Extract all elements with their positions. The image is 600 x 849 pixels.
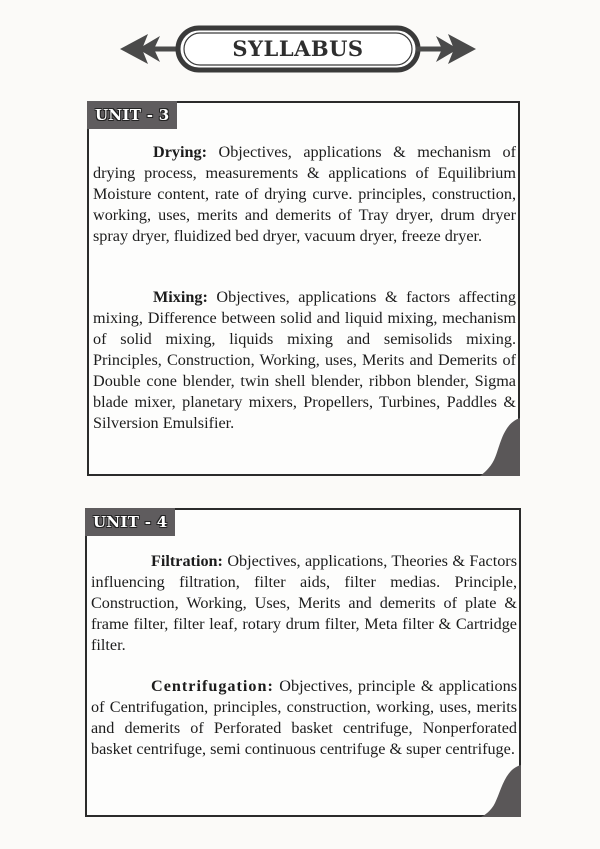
topic-text: Objectives, applications & mechanism of drying process, measurements & applications of Equilibrium Moisture content, rate of drying curve. principles, construction, working, uses, merits and demerits of Tray dryer, drum dryer spray dryer, fluidized bed dryer, vacuum dryer, freeze dryer. — [93, 143, 517, 245]
page-title: SYLLABUS — [232, 36, 364, 61]
page-curl-decoration — [481, 765, 521, 817]
double-arrow-left-icon — [120, 34, 182, 64]
unit-4-box — [85, 508, 521, 817]
topic-heading: Centrifugation: — [151, 677, 274, 695]
topic-drying — [93, 142, 516, 247]
topic-heading: Mixing: — [153, 288, 208, 306]
topic-heading: Filtration: — [151, 552, 223, 570]
unit-4-label: UNIT - 4 — [85, 508, 175, 536]
topic-text: Objectives, applications & factors affecting mixing, Difference between solid and liquid mixing, mechanism of solid mixing, liquids mixing and semisolids mixing. Principles, Construction, Working, uses, Merits and Demerits of Double cone blender, twin shell blender, ribbon blender, Sigma blade mixer, planetary mixers, Propellers, Turbines, Paddles & Silversion Emulsifier. — [93, 288, 516, 432]
syllabus-banner — [118, 22, 478, 78]
double-arrow-right-icon — [416, 34, 476, 64]
unit-3-label: UNIT - 3 — [87, 101, 177, 129]
page-curl-decoration — [480, 418, 520, 476]
topic-mixing — [93, 287, 516, 434]
topic-heading: Drying: — [153, 143, 207, 161]
topic-text: Objectives, principle & applications of Centrifugation, principles, construction, working, uses, merits and demerits of Perforated basket centrifuge, Nonperforated basket centrifuge, semi continuous centrifuge & super centrifuge. — [91, 677, 517, 758]
unit-3-box — [87, 101, 520, 476]
topic-text: Objectives, applications, Theories & Factors influencing filtration, filter aids, filter medias. Principle, Construction, Working, Uses, Merits and demerits of plate & frame filter, filter leaf, rotary drum filter, Meta filter & Cartridge filter. — [91, 552, 517, 654]
topic-filtration — [91, 551, 517, 656]
topic-centrifugation — [91, 676, 517, 760]
